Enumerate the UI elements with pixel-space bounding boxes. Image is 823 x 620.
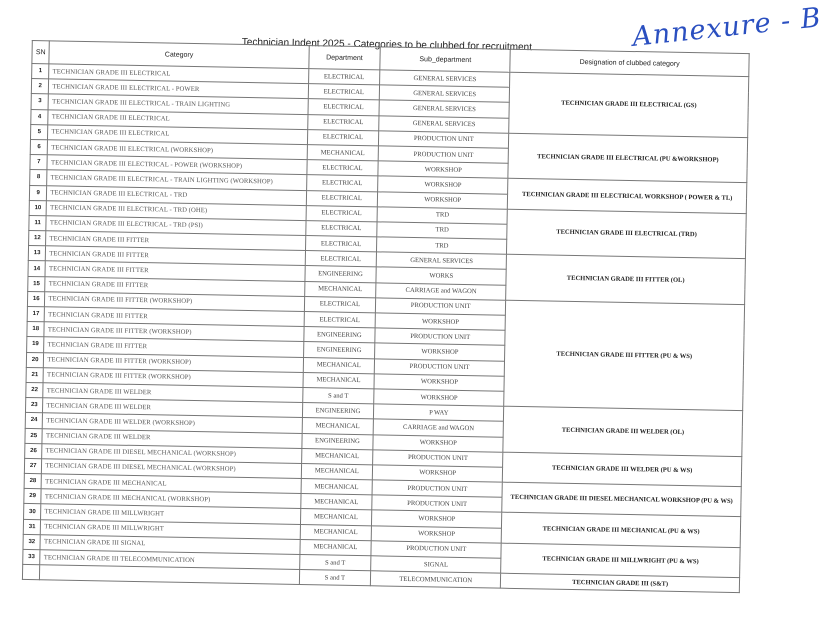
cell-category: TECHNICIAN GRADE III ELECTRICAL bbox=[49, 64, 308, 84]
cell-sub-department: PRODUCTION UNIT bbox=[372, 480, 502, 498]
cell-department: ELECTRICAL bbox=[305, 236, 377, 252]
cell-sub-department: GENERAL SERVICES bbox=[376, 252, 506, 270]
cell-department: ELECTRICAL bbox=[304, 296, 376, 312]
cell-sub-department: PRODUCTION UNIT bbox=[375, 328, 505, 346]
cell-department: MECHANICAL bbox=[301, 463, 373, 479]
cell-department: ENGINEERING bbox=[303, 342, 375, 358]
cell-category: TECHNICIAN GRADE III ELECTRICAL - TRAIN LIGHTING bbox=[48, 94, 307, 114]
cell-department: ELECTRICAL bbox=[306, 205, 378, 221]
cell-department: MECHANICAL bbox=[300, 524, 372, 540]
cell-sub-department: PRODUCTION UNIT bbox=[372, 495, 502, 513]
cell-department: ENGINEERING bbox=[304, 266, 376, 282]
cell-category: TECHNICIAN GRADE III ELECTRICAL - TRD (PSI) bbox=[46, 216, 305, 236]
cell-sub-department: WORKSHOP bbox=[373, 465, 503, 483]
cell-clubbed-designation: TECHNICIAN GRADE III (S&T) bbox=[501, 573, 740, 593]
cell-sub-department: WORKSHOP bbox=[373, 434, 503, 452]
cell-sn: 8 bbox=[30, 170, 48, 186]
cell-sn: 10 bbox=[29, 200, 47, 216]
cell-department: MECHANICAL bbox=[299, 539, 371, 555]
cell-department: ELECTRICAL bbox=[306, 190, 378, 206]
cell-category: TECHNICIAN GRADE III TELECOMMUNICATION bbox=[40, 550, 299, 570]
cell-sn: 14 bbox=[28, 261, 46, 277]
cell-sn: 13 bbox=[28, 246, 46, 262]
cell-sn: 12 bbox=[29, 231, 47, 247]
cell-category: TECHNICIAN GRADE III ELECTRICAL - TRAIN LIGHTING (WORKSHOP) bbox=[47, 170, 306, 190]
cell-sub-department: WORKS bbox=[376, 267, 506, 285]
cell-sub-department: WORKSHOP bbox=[375, 343, 505, 361]
cell-sn: 3 bbox=[31, 94, 49, 110]
cell-category: TECHNICIAN GRADE III WELDER bbox=[43, 383, 302, 403]
cell-sub-department: WORKSHOP bbox=[374, 389, 504, 407]
cell-sn: 15 bbox=[28, 276, 46, 292]
cell-category: TECHNICIAN GRADE III MILLWRIGHT bbox=[41, 519, 300, 539]
cell-department: ELECTRICAL bbox=[304, 312, 376, 328]
cell-clubbed-designation: TECHNICIAN GRADE III MECHANICAL (PU & WS) bbox=[501, 513, 740, 548]
cell-sub-department: P WAY bbox=[374, 404, 504, 422]
cell-clubbed-designation: TECHNICIAN GRADE III WELDER (PU & WS) bbox=[503, 452, 742, 487]
cell-department: MECHANICAL bbox=[304, 281, 376, 297]
cell-sn: 20 bbox=[26, 352, 44, 368]
cell-sn: 1 bbox=[32, 64, 50, 80]
cell-department: S and T bbox=[302, 387, 374, 403]
cell-sn: 16 bbox=[27, 291, 45, 307]
cell-department: ELECTRICAL bbox=[308, 84, 380, 100]
cell-department: ENGINEERING bbox=[301, 433, 373, 449]
cell-department: ELECTRICAL bbox=[308, 69, 380, 85]
header-designation: Designation of clubbed category bbox=[510, 49, 749, 76]
cell-sn: 11 bbox=[29, 215, 47, 231]
cell-sub-department: PRODUCTION UNIT bbox=[379, 131, 509, 149]
cell-category: TECHNICIAN GRADE III WELDER bbox=[42, 428, 301, 448]
cell-sub-department: PRODUCTION UNIT bbox=[376, 298, 506, 316]
cell-department: S and T bbox=[299, 554, 371, 570]
cell-department: ELECTRICAL bbox=[308, 99, 380, 115]
cell-sn: 27 bbox=[24, 458, 42, 474]
header-category: Category bbox=[49, 41, 309, 69]
cell-sn: 4 bbox=[31, 109, 49, 125]
cell-sn: 30 bbox=[24, 504, 42, 520]
recruitment-table bbox=[22, 40, 750, 593]
cell-category: TECHNICIAN GRADE III FITTER (WORKSHOP) bbox=[44, 322, 303, 342]
cell-category: TECHNICIAN GRADE III WELDER bbox=[43, 398, 302, 418]
cell-sub-department: WORKSHOP bbox=[378, 191, 508, 209]
cell-sn: 21 bbox=[26, 367, 44, 383]
cell-clubbed-designation: TECHNICIAN GRADE III ELECTRICAL (TRD) bbox=[507, 209, 746, 259]
cell-department: S and T bbox=[299, 570, 371, 586]
cell-clubbed-designation: TECHNICIAN GRADE III DIESEL MECHANICAL WORKSHOP (PU & WS) bbox=[502, 482, 741, 517]
cell-department: MECHANICAL bbox=[301, 479, 373, 495]
cell-sn: 31 bbox=[23, 519, 41, 535]
cell-sn: 26 bbox=[25, 443, 43, 459]
cell-category: TECHNICIAN GRADE III FITTER bbox=[45, 261, 304, 281]
cell-sn: 17 bbox=[27, 306, 45, 322]
cell-category: TECHNICIAN GRADE III ELECTRICAL bbox=[48, 125, 307, 145]
cell-sn: 23 bbox=[25, 398, 43, 414]
cell-department: MECHANICAL bbox=[303, 372, 375, 388]
cell-department: ENGINEERING bbox=[303, 327, 375, 343]
cell-category: TECHNICIAN GRADE III ELECTRICAL - POWER bbox=[49, 79, 308, 99]
cell-clubbed-designation: TECHNICIAN GRADE III WELDER (OL) bbox=[503, 406, 742, 456]
cell-sub-department: GENERAL SERVICES bbox=[379, 100, 509, 118]
cell-department: ELECTRICAL bbox=[305, 251, 377, 267]
cell-sub-department: PRODUCTION UNIT bbox=[371, 541, 501, 559]
cell-sub-department: GENERAL SERVICES bbox=[380, 70, 510, 88]
cell-category: TECHNICIAN GRADE III DIESEL MECHANICAL (WORKSHOP) bbox=[42, 443, 301, 463]
cell-sub-department: PRODUCTION UNIT bbox=[378, 146, 508, 164]
cell-department: MECHANICAL bbox=[300, 494, 372, 510]
header-sub-department: Sub_department bbox=[380, 47, 510, 72]
cell-sub-department: PRODUCTION UNIT bbox=[373, 450, 503, 468]
cell-category: TECHNICIAN GRADE III MILLWRIGHT bbox=[41, 504, 300, 524]
cell-department: ELECTRICAL bbox=[306, 175, 378, 191]
cell-department: MECHANICAL bbox=[302, 418, 374, 434]
cell-category: TECHNICIAN GRADE III MECHANICAL (WORKSHOP) bbox=[41, 489, 300, 509]
header-department: Department bbox=[308, 46, 380, 70]
cell-category: TECHNICIAN GRADE III FITTER bbox=[46, 246, 305, 266]
cell-category: TECHNICIAN GRADE III DIESEL MECHANICAL (WORKSHOP) bbox=[42, 459, 301, 479]
cell-sn: 7 bbox=[30, 155, 48, 171]
cell-sn: 29 bbox=[24, 489, 42, 505]
cell-clubbed-designation: TECHNICIAN GRADE III FITTER (PU & WS) bbox=[504, 300, 745, 411]
cell-sn: 22 bbox=[26, 382, 44, 398]
cell-department: ENGINEERING bbox=[302, 403, 374, 419]
cell-department: MECHANICAL bbox=[307, 144, 379, 160]
cell-category: TECHNICIAN GRADE III FITTER (WORKSHOP) bbox=[43, 368, 302, 388]
cell-sn: 18 bbox=[27, 322, 45, 338]
cell-category: TECHNICIAN GRADE III ELECTRICAL - POWER (WORKSHOP) bbox=[47, 155, 306, 175]
cell-clubbed-designation: TECHNICIAN GRADE III ELECTRICAL (GS) bbox=[509, 72, 749, 137]
cell-category: TECHNICIAN GRADE III FITTER bbox=[45, 307, 304, 327]
cell-category: TECHNICIAN GRADE III WELDER (WORKSHOP) bbox=[43, 413, 302, 433]
cell-sub-department: GENERAL SERVICES bbox=[380, 85, 510, 103]
cell-sub-department: TRD bbox=[377, 222, 507, 240]
cell-category: TECHNICIAN GRADE III FITTER bbox=[45, 276, 304, 296]
cell-department: MECHANICAL bbox=[300, 509, 372, 525]
cell-department: ELECTRICAL bbox=[306, 160, 378, 176]
cell-sub-department: GENERAL SERVICES bbox=[379, 115, 509, 133]
cell-department: ELECTRICAL bbox=[305, 220, 377, 236]
cell-clubbed-designation: TECHNICIAN GRADE III ELECTRICAL (PU &WORKSHOP) bbox=[508, 133, 747, 183]
cell-sub-department: TELECOMMUNICATION bbox=[371, 571, 501, 589]
cell-sub-department: WORKSHOP bbox=[374, 374, 504, 392]
header-sn: SN bbox=[32, 41, 50, 64]
cell-category: TECHNICIAN GRADE III ELECTRICAL (WORKSHOP) bbox=[48, 140, 307, 160]
cell-sn: 33 bbox=[23, 549, 41, 565]
cell-department: ELECTRICAL bbox=[307, 129, 379, 145]
cell-sub-department: WORKSHOP bbox=[372, 510, 502, 528]
cell-sub-department: TRD bbox=[377, 207, 507, 225]
cell-sub-department: TRD bbox=[377, 237, 507, 255]
cell-sub-department: SIGNAL bbox=[371, 556, 501, 574]
cell-sn: 24 bbox=[25, 413, 43, 429]
cell-clubbed-designation: TECHNICIAN GRADE III MILLWRIGHT (PU & WS) bbox=[501, 543, 740, 578]
cell-sn: 19 bbox=[27, 337, 45, 353]
cell-category: TECHNICIAN GRADE III MECHANICAL bbox=[41, 474, 300, 494]
cell-category: TECHNICIAN GRADE III ELECTRICAL - TRD bbox=[47, 185, 306, 205]
cell-category: TECHNICIAN GRADE III SIGNAL bbox=[40, 535, 299, 555]
table-body bbox=[22, 64, 748, 593]
cell-sn: 5 bbox=[30, 124, 48, 140]
cell-sn: 2 bbox=[31, 79, 49, 95]
cell-sn: 32 bbox=[23, 534, 41, 550]
cell-sn: 28 bbox=[24, 473, 42, 489]
cell-sub-department: CARRIAGE and WAGON bbox=[373, 419, 503, 437]
cell-category: TECHNICIAN GRADE III FITTER bbox=[44, 337, 303, 357]
cell-sn: 25 bbox=[25, 428, 43, 444]
cell-sub-department: CARRIAGE and WAGON bbox=[376, 282, 506, 300]
cell-sn: 6 bbox=[30, 139, 48, 155]
cell-category: TECHNICIAN GRADE III FITTER (WORKSHOP) bbox=[45, 292, 304, 312]
cell-clubbed-designation: TECHNICIAN GRADE III ELECTRICAL WORKSHOP ( POWER & TL) bbox=[508, 179, 747, 214]
cell-category: TECHNICIAN GRADE III FITTER bbox=[46, 231, 305, 251]
cell-category: TECHNICIAN GRADE III FITTER (WORKSHOP) bbox=[44, 352, 303, 372]
cell-clubbed-designation: TECHNICIAN GRADE III FITTER (OL) bbox=[506, 254, 745, 304]
cell-sub-department: WORKSHOP bbox=[378, 161, 508, 179]
cell-department: ELECTRICAL bbox=[307, 114, 379, 130]
cell-sn: 9 bbox=[29, 185, 47, 201]
cell-department: MECHANICAL bbox=[303, 357, 375, 373]
cell-sub-department: PRODUCTION UNIT bbox=[374, 358, 504, 376]
cell-department: MECHANICAL bbox=[301, 448, 373, 464]
cell-sub-department: WORKSHOP bbox=[375, 313, 505, 331]
cell-sub-department: WORKSHOP bbox=[371, 525, 501, 543]
annexure-handwritten-label: Annexure - B bbox=[630, 2, 823, 53]
cell-category: TECHNICIAN GRADE III ELECTRICAL bbox=[48, 109, 307, 129]
cell-sn bbox=[22, 565, 40, 581]
cell-sub-department: WORKSHOP bbox=[378, 176, 508, 194]
page-title: Technician Indent 2025 - Categories to be clubbed for recruitment bbox=[241, 36, 533, 54]
cell-category: TECHNICIAN GRADE III ELECTRICAL - TRD (OHE) bbox=[47, 200, 306, 220]
